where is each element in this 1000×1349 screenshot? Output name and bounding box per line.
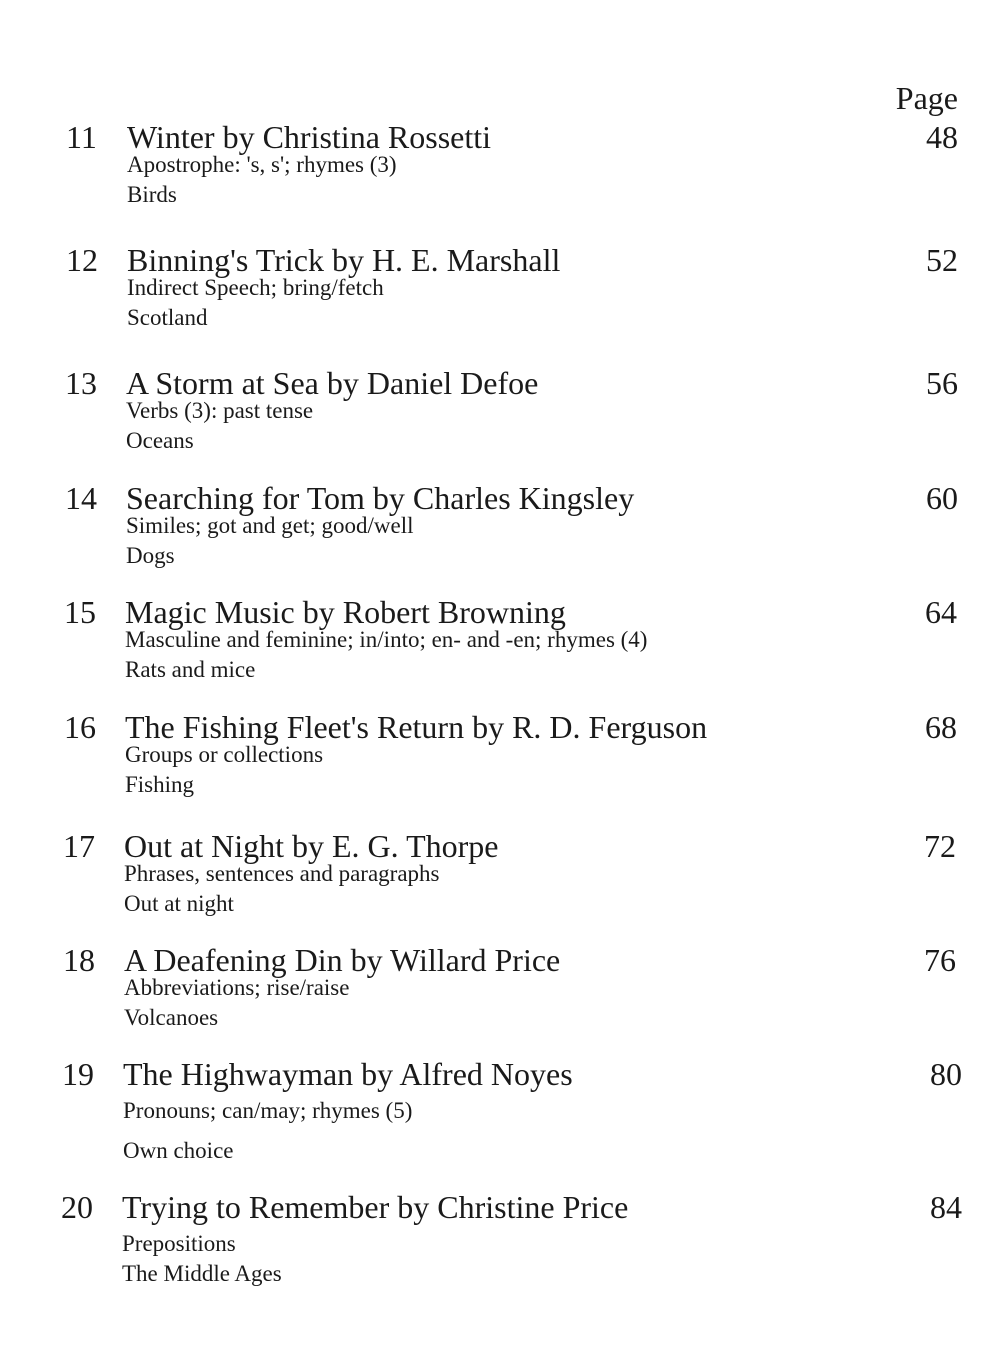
chapter-skills: Apostrophe: 's, s'; rhymes (3) [127,152,397,177]
chapter-theme: Own choice [123,1138,234,1163]
chapter-theme: Dogs [126,543,175,568]
chapter-theme: Scotland [127,305,208,330]
chapter-title: Trying to Remember by Christine Price [122,1189,629,1225]
page-number: 80 [930,1056,962,1092]
chapter-skills: Phrases, sentences and paragraphs [124,861,440,886]
chapter-number: 16 [64,709,96,745]
chapter-number: 15 [64,594,96,630]
chapter-title: Magic Music by Robert Browning [125,594,566,630]
chapter-theme: Fishing [125,772,195,797]
page-number: 52 [926,242,958,278]
chapter-number: 12 [66,242,98,278]
chapter-skills: Pronouns; can/may; rhymes (5) [123,1098,413,1123]
chapter-theme: Birds [127,182,177,207]
chapter-number: 19 [62,1056,94,1092]
page-number: 48 [926,119,958,155]
chapter-theme: Volcanoes [124,1005,219,1030]
chapter-title: Searching for Tom by Charles Kingsley [126,480,635,516]
page-column-header: Page [895,80,958,116]
chapter-skills: Prepositions [122,1231,236,1256]
page-number: 64 [925,594,957,630]
chapter-title: The Highwayman by Alfred Noyes [123,1056,573,1092]
chapter-title: A Storm at Sea by Daniel Defoe [126,365,539,401]
page-number: 84 [930,1189,962,1225]
chapter-skills: Similes; got and get; good/well [126,513,414,538]
page-number: 68 [925,709,957,745]
chapter-number: 18 [63,942,95,978]
chapter-number: 17 [63,828,95,864]
chapter-skills: Abbreviations; rise/raise [124,975,350,1000]
chapter-title: A Deafening Din by Willard Price [124,942,561,978]
chapter-number: 14 [65,480,97,516]
chapter-number: 20 [61,1189,93,1225]
chapter-skills: Indirect Speech; bring/fetch [127,275,384,300]
chapter-theme: Out at night [124,891,234,916]
chapter-title: Winter by Christina Rossetti [127,119,492,155]
chapter-skills: Groups or collections [125,742,324,767]
chapter-title: The Fishing Fleet's Return by R. D. Ferguson [125,709,708,745]
chapter-title: Binning's Trick by H. E. Marshall [127,242,561,278]
chapter-skills: Masculine and feminine; in/into; en- and -en; rhymes (4) [125,627,648,652]
page-number: 72 [924,828,956,864]
chapter-skills: Verbs (3): past tense [126,398,314,423]
page-number: 60 [926,480,958,516]
chapter-theme: Oceans [126,428,194,453]
page-number: 56 [926,365,958,401]
chapter-theme: Rats and mice [125,657,256,682]
chapter-title: Out at Night by E. G. Thorpe [124,828,499,864]
chapter-number: 11 [66,119,97,155]
chapter-theme: The Middle Ages [122,1261,282,1286]
chapter-number: 13 [65,365,97,401]
page-number: 76 [924,942,956,978]
